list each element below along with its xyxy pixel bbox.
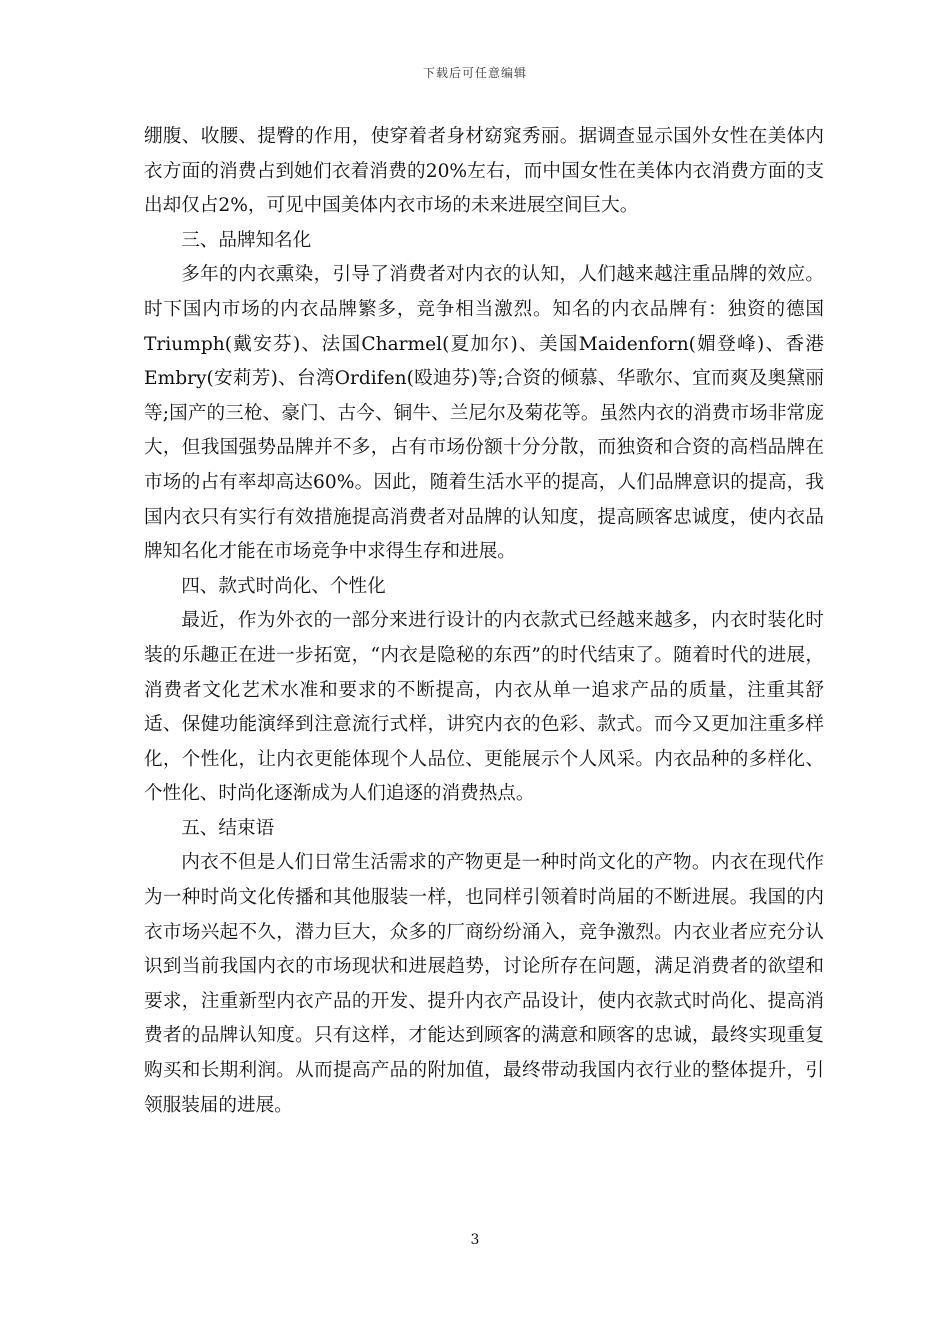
paragraph-continuation: 绷腹、收腰、提臀的作用，使穿着者身材窈窕秀丽。据调查显示国外女性在美体内衣方面的消费占到她们衣着消费的20%左右，而中国女性在美体内衣消费方面的支出却仅占2%，可见中国美体内衣市场的未来进展空间巨大。 (144, 126, 824, 217)
section-heading-style: 四、款式时尚化、个性化 (181, 575, 386, 597)
paragraph-conclusion: 内衣不但是人们日常生活需求的产物更是一种时尚文化的产物。内衣在现代作为一种时尚文化传播和其他服装一样，也同样引领着时尚届的不断进展。我国的内衣市场兴起不久，潜力巨大，众多的厂商纷纷涌入，竞争激烈。内衣业者应充分认识到当前我国内衣的市场现状和进展趋势，讨论所存在问题，满足消费者的欲望和要求，注重新型内衣产品的开发、提升内衣产品设计，使内衣款式时尚化、提高消费者的品牌认知度。只有这样，才能达到顾客的满意和顾客的忠诚，最终实现重复购买和长期利润。从而提高产品的附加值，最终带动我国内衣行业的整体提升，引领服装届的进展。 (144, 852, 824, 1116)
section-heading-brand: 三、品牌知名化 (181, 229, 312, 251)
header-note: 下载后可任意编辑 (422, 66, 527, 80)
page-number: 3 (470, 1232, 480, 1248)
document-body (144, 120, 824, 1123)
section-heading-conclusion: 五、结束语 (181, 817, 275, 839)
paragraph-style: 最近，作为外衣的一部分来进行设计的内衣款式已经越来越多，内衣时装化时装的乐趣正在进一步拓宽，“内衣是隐秘的东西”的时代结束了。随着时代的进展，消费者文化艺术水准和要求的不断提高，内衣从单一追求产品的质量，注重其舒适、保健功能演绎到注意流行式样，讲究内衣的色彩、款式。而今又更加注重多样化，个性化，让内衣更能体现个人品位、更能展示个人风采。内衣品种的多样化、个性化、时尚化逐渐成为人们追逐的消费热点。 (144, 610, 824, 805)
paragraph-brand: 多年的内衣熏染，引导了消费者对内衣的认知，人们越来越注重品牌的效应。时下国内市场的内衣品牌繁多，竞争相当激烈。知名的内衣品牌有：独资的德国Triumph(戴安芬)、法国Charmel(夏加尔)、美国Maidenforn(媚登峰)、香港Embry(安莉芳)、台湾Ordifen(殴迪芬)等;合资的倾慕、华歌尔、宜而爽及奥黛丽等;国产的三枪、豪门、古今、铜牛、兰尼尔及菊花等。虽然内衣的消费市场非常庞大，但我国强势品牌并不多，占有市场份额十分分散，而独资和合资的高档品牌在市场的占有率却高达60%。因此，随着生活水平的提高，人们品牌意识的提高，我国内衣只有实行有效措施提高消费者对品牌的认知度，提高顾客忠诚度，使内衣品牌知名化才能在市场竞争中求得生存和进展。 (144, 264, 824, 563)
